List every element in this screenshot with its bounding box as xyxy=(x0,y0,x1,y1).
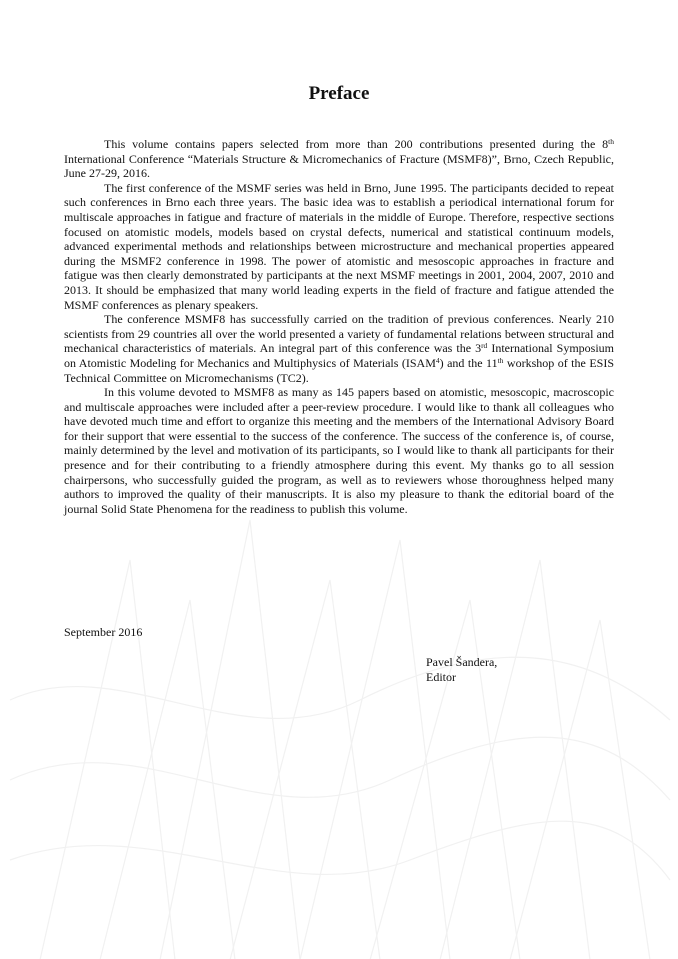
editor-role: Editor xyxy=(426,670,456,684)
paragraph-3-isam-superscript: 4 xyxy=(435,355,440,365)
paragraph-3-workshop-suffix: th xyxy=(497,355,504,365)
paragraph-1 xyxy=(64,137,614,181)
paragraph-1-text-a: This volume contains papers selected from more than 200 contributions presented during the xyxy=(104,137,603,151)
paragraph-3-text-c: ) and the xyxy=(439,355,487,370)
paragraph-1-ordinal-number: 8 xyxy=(602,137,609,151)
preface-date: September 2016 xyxy=(64,625,143,639)
page-title: Preface xyxy=(308,83,370,104)
paragraph-3-workshop-number: 11 xyxy=(486,355,498,370)
paragraph-1-ordinal-suffix: th xyxy=(608,137,614,146)
paragraph-3-text-a: The conference MSMF8 has successfully carried on the tradition of previous conferences. Nearly 210 scientists from 29 countries all over the world presented a variety of fundamental relations between structural and mechanical characteristics of materials. An integral part of this conference was the xyxy=(64,312,614,356)
paragraph-3 xyxy=(64,312,614,385)
paragraph-4: In this volume devoted to MSMF8 as many as 145 papers based on atomistic, mesoscopic, macroscopic and multiscale approaches were included after a peer-review procedure. I would like to thank all colleagues who have devoted much time and effort to organize this meeting and the members of the International Advisory Board for their support that were essential to the success of the conference. The success of the conference is, of course, mainly determined by the level and motivation of its participants, so I would like to thank all participants for their presence and for their contributing to a friendly atmosphere during this event. My thanks go to all session chairpersons, who successfully guided the program, as well as to reviewers whose thoroughness helped many authors to improved the quality of their manuscripts. It is also my pleasure to thank the editorial board of the journal Solid State Phenomena for the readiness to publish this volume. xyxy=(64,385,614,516)
paragraph-3-ordinal-number: 3 xyxy=(475,341,482,356)
paragraph-3-text-b: International Symposium on Atomistic Modeling for Mechanics and Multiphysics of Materials (ISAM xyxy=(64,341,615,370)
paragraph-2: The first conference of the MSMF series was held in Brno, June 1995. The participants decided to repeat such conferences in Brno each three years. The basic idea was to establish a periodical international forum for multiscale approaches in fatigue and fracture of materials in the middle of Europe. Therefore, respective sections focused on atomistic models, models based on crystal defects, numerical and statistical continuum models, advanced experimental methods and relationships between microstructure and mechanical properties appeared during the MSMF2 conference in 1998. The power of atomistic and mesoscopic approaches in fracture and fatigue was then clearly demonstrated by participants at the next MSMF meetings in 2001, 2004, 2007, 2010 and 2013. It should be emphasized that many world leading experts in the field of fracture and fatigue attended the MSMF conferences as plenary speakers. xyxy=(64,180,614,312)
paragraph-1-text-b: International Conference “Materials Structure & Micromechanics of Fracture (MSMF8)”, Brno, Czech Republic, June 27-29, 2016. xyxy=(64,151,614,181)
paragraph-3-ordinal-suffix: rd xyxy=(481,341,488,351)
preface-body xyxy=(64,137,614,516)
signature-block xyxy=(426,655,497,685)
editor-name: Pavel Šandera, xyxy=(426,655,498,669)
paragraph-3-text-d: workshop of the ESIS Technical Committee on Micromechanisms (TC2). xyxy=(64,355,614,385)
